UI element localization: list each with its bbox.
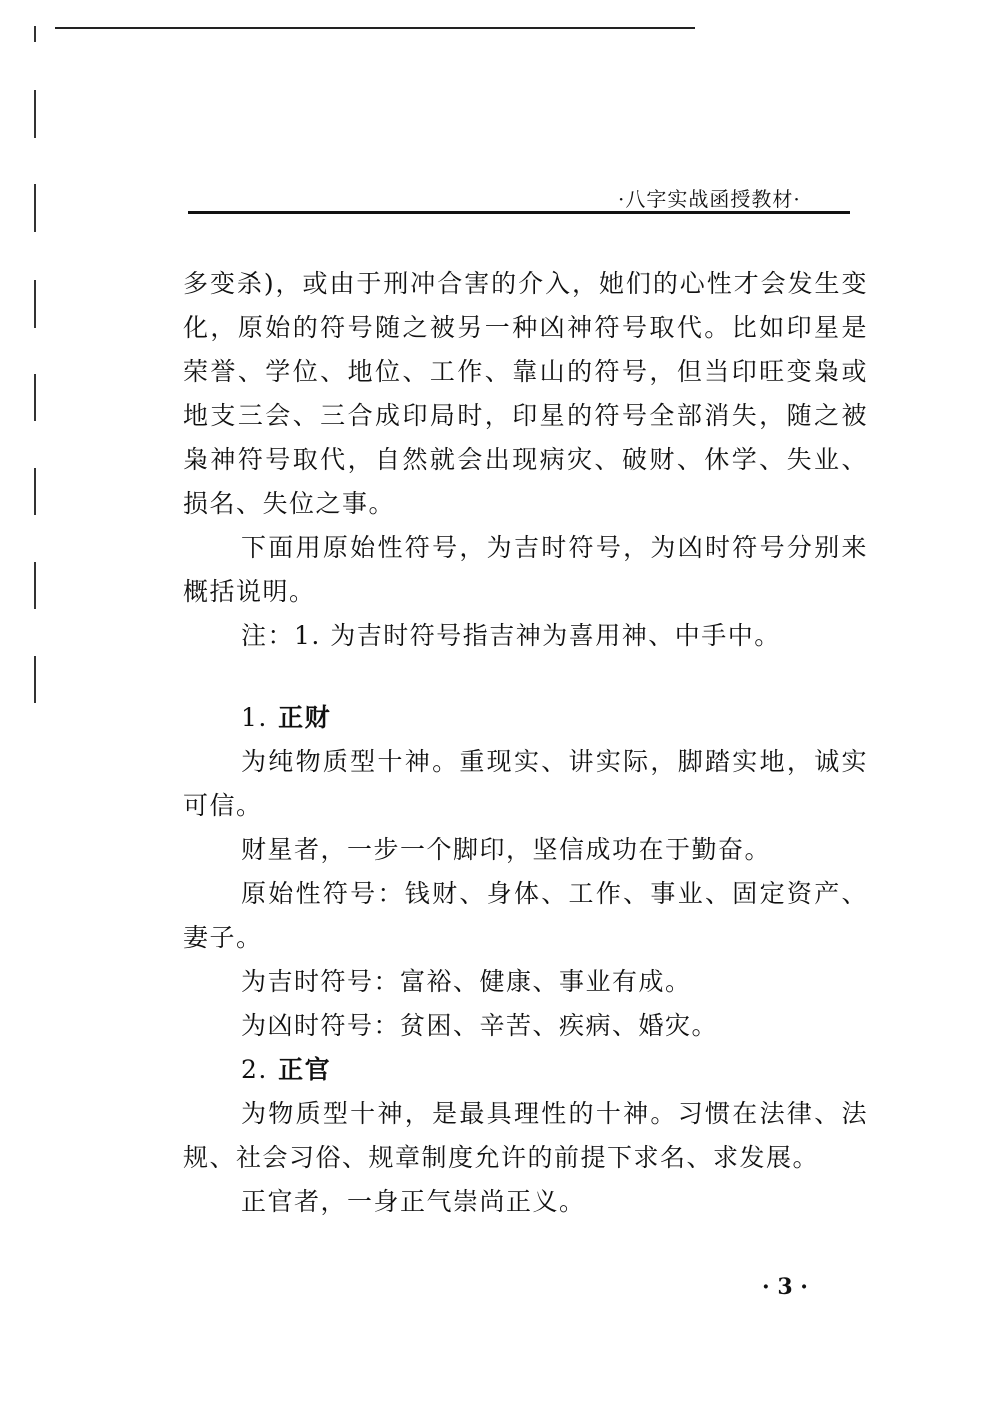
note: 注：1. 为吉时符号指吉神为喜用神、中手中。 (241, 621, 781, 650)
section-heading (183, 696, 868, 740)
page-number: · 3 · (762, 1274, 808, 1300)
paragraph: 为纯物质型十神。重现实、讲实际，脚踏实地，诚实可信。 (183, 747, 868, 820)
section-title: 正官 (278, 1055, 332, 1084)
page-body (183, 262, 868, 1224)
top-rule (55, 27, 695, 29)
binding-mark (34, 468, 36, 515)
paragraph: 下面用原始性符号，为吉时符号，为凶时符号分别来概括说明。 (183, 533, 868, 606)
section-title: 正财 (278, 703, 332, 732)
paragraph: 原始性符号：钱财、身体、工作、事业、固定资产、妻子。 (183, 879, 868, 952)
binding-mark (34, 184, 36, 232)
section-number: 1. (241, 703, 268, 732)
section-number: 2. (241, 1055, 268, 1084)
running-header-title: ·八字实战函授教材· (618, 187, 801, 211)
paragraph: 多变杀)，或由于刑冲合害的介入，她们的心性才会发生变化，原始的符号随之被另一种凶神符号取代。比如印星是荣誉、学位、地位、工作、靠山的符号，但当印旺变枭或地支三会、三合成印局时，印星的符号全部消失，随之被枭神符号取代，自然就会出现病灾、破财、休学、失业、损名、失位之事。 (183, 269, 868, 518)
paragraph: 为物质型十神，是最具理性的十神。习惯在法律、法规、社会习俗、规章制度允许的前提下求名、求发展。 (183, 1099, 868, 1172)
binding-mark (34, 562, 36, 609)
section-heading (183, 1048, 868, 1092)
spacer (183, 658, 868, 696)
paragraph: 为吉时符号：富裕、健康、事业有成。 (241, 967, 692, 996)
binding-mark (34, 280, 36, 328)
binding-mark (34, 26, 36, 42)
paragraph: 正官者，一身正气崇尚正义。 (241, 1187, 586, 1216)
paragraph: 财星者，一步一个脚印，坚信成功在于勤奋。 (241, 835, 772, 864)
binding-mark (34, 90, 36, 138)
paragraph: 为凶时符号：贫困、辛苦、疾病、婚灾。 (241, 1011, 719, 1040)
header-rule (188, 211, 850, 214)
binding-mark (34, 656, 36, 703)
binding-mark (34, 374, 36, 421)
